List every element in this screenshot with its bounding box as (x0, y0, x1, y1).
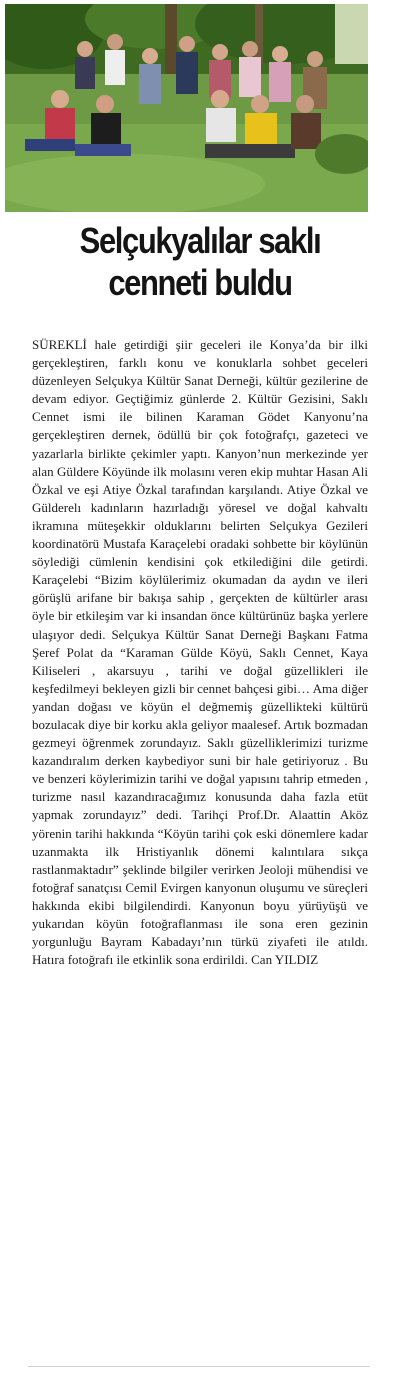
headline-line-2: cenneti buldu (108, 262, 292, 303)
article-photo (5, 4, 368, 212)
article-headline (28, 220, 372, 304)
group-photo-illustration (5, 4, 368, 212)
article-body (32, 336, 368, 969)
headline-line-1: Selçukyalılar saklı (79, 220, 321, 261)
article-body-text: SÜREKLİ hale getirdiği şiir geceleri ile Konya’da bir ilki gerçekleştiren, farklı konu ve konuklarla sohbet geceleri düzenleyen Selçukya Kültür Sanat Derneği, kültür gezilerine de devam ediyor. Geçtiğimiz günlerde 2. Kültür Gezisini, Saklı Cennet ismi ile bilinen Karaman Gödet Kanyonu’na gerçekleştiren dernek, ödüllü bir çok fotoğrafçı, gazeteci ve yazarlarla birlikte çekimler yaptı. Kanyon’nun merkezinde yer alan Güldere Köyünde ilk molasını veren ekip muhtar Hasan Ali Özkal ve eşi Atiye Özkal tarafından karşılandı. Atiye Özkal ve Gülderelı kadınların hazırladığı yöresel ve doğal kahvaltı ikramına müteşekkir olduklarını belirten Selçukya Gezileri koordinatörü Mustafa Karaçelebi oradaki sohbette bir köylünün söylediği cümlenin kendisini çok etkilediğini dile getirdi. Karaçelebi “Bizim köylülerimiz okumadan da aydın ve ileri görüşlü arifane bir bakışa sahip , gerçekten de kültürler arası öyle bir etkileşim var ki insandan önce kültürünüz başka yerlere ulaşıyor dedi. Selçukya Kültür Sanat Derneği Başkanı Fatma Şeref Polat da “Karaman Gülde Köyü, Saklı Cennet, Kaya Kiliseleri , akarsuyu , tarihi ve doğal güzellikleri ile keşfedilmeyi bekleyen gizli bir cennet bahçesi gibi… Ama diğer yandan doğası ve köyün el değmemiş güzellikteki kültürü bozulacak diye bir korku akla geliyor maalesef. Artık bozmadan gezmeyi öğrenmek zorundayız. Saklı güzelliklerimizi turizme kazandıralım derken kaybediyor suni bir hale getiriyoruz . Bu ve benzeri köylerimizin tarihi ve doğal yapısını tahrip etmeden , turizme nasıl kazandıracağımız konusunda daha fazla etüt yapmak zorundayız” dedi. Tarihçi Prof.Dr. Alaattin Aköz yörenin tarihi hakkında “Köyün tarihi çok eski dönemlere kadar uzanmakta ilk Hristiyanlık dönemi kalıntılara sıkça rastlanmaktadır” şeklinde bilgiler verirken Jeoloji mühendisi ve fotoğraf sanatçısı Cemil Evirgen kanyonun oluşumu ve süreçleri hakkında ekibi bilgilendirdi. Kanyonun boyu yürüyüşü ve yukarıdan köyün fotoğraflanması ile sona eren gezinin yorgunluğu Bayram Kabadayı’nın türkü ziyafeti ile atıldı. Hatıra fotoğrafı ile etkinlik sona erdirildi. Can YILDIZ (32, 337, 368, 968)
bottom-divider (28, 1366, 370, 1367)
